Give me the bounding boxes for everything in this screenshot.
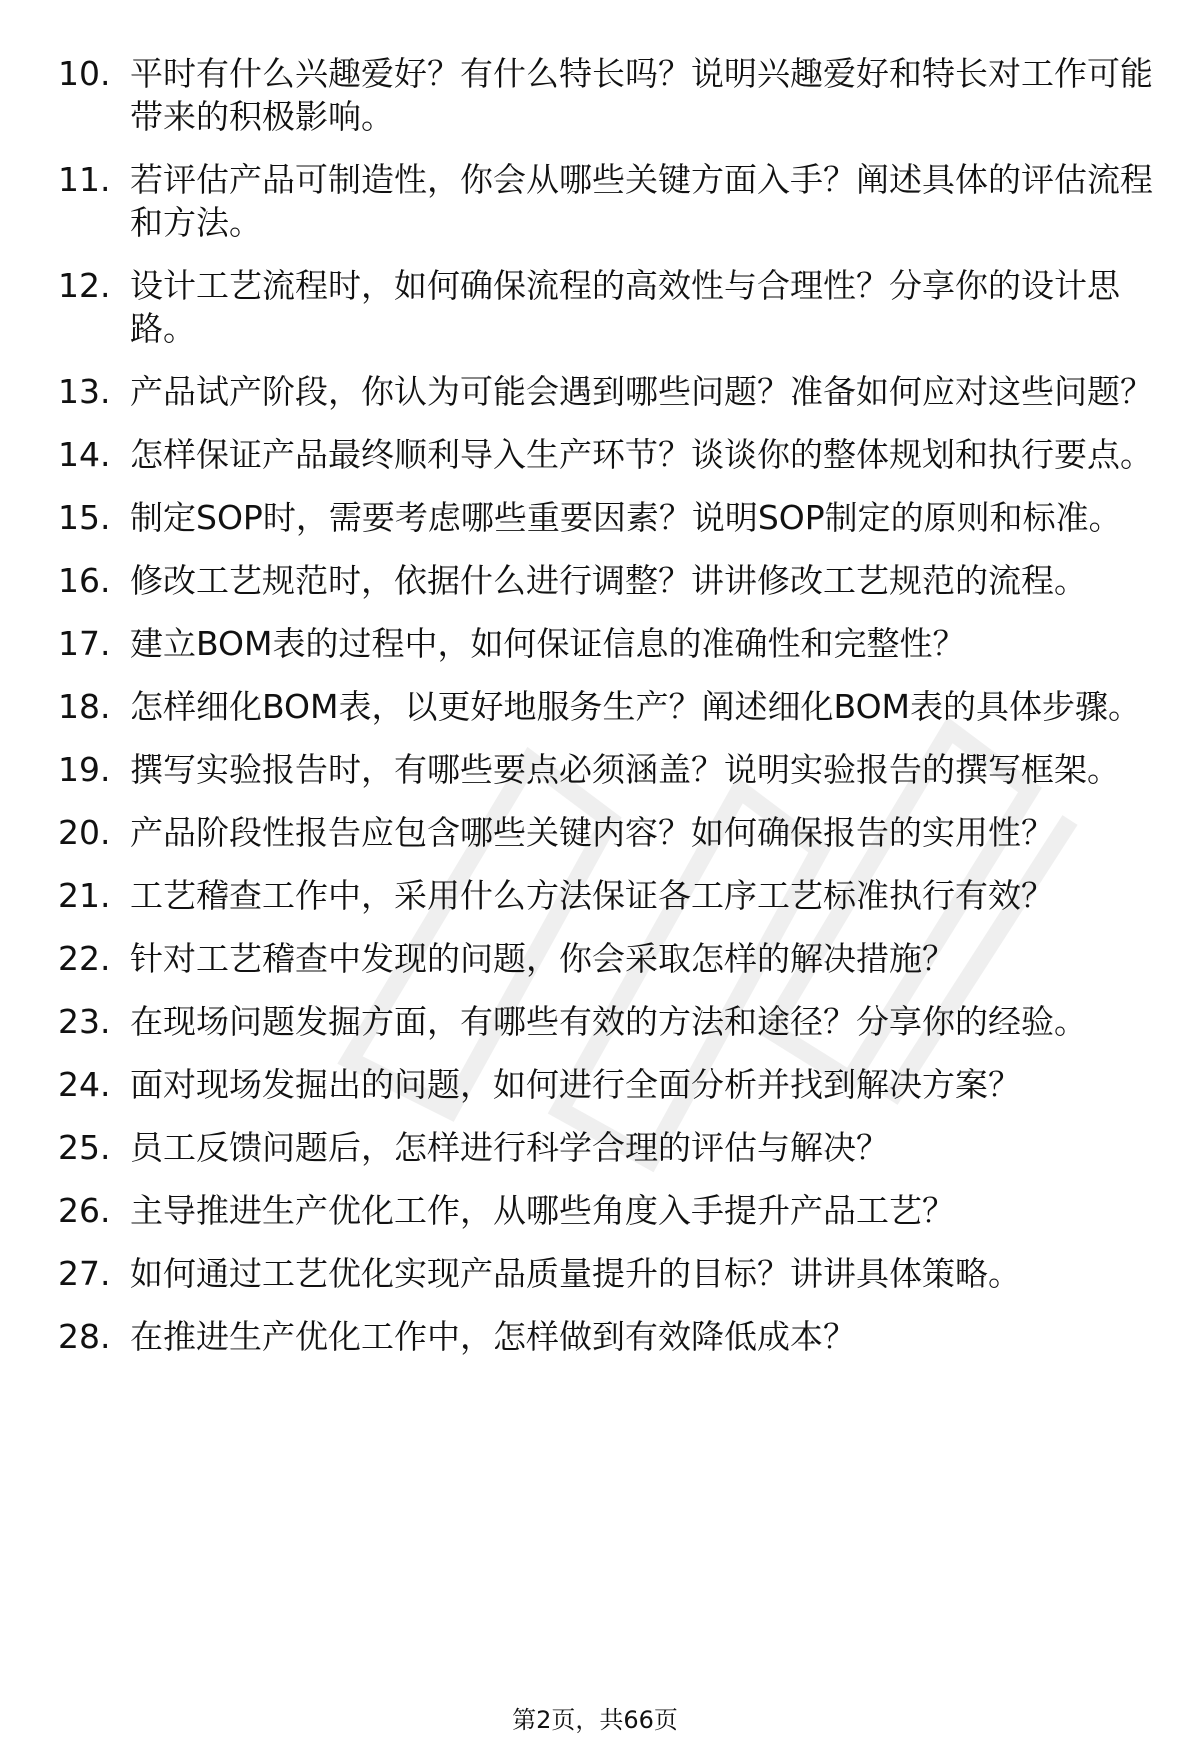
question-item [58,874,1168,917]
question-item [58,370,1168,413]
question-item [58,811,1168,854]
question-number: 17. [58,624,111,663]
page-footer [0,1705,1190,1735]
question-number: 25. [58,1128,111,1167]
question-text: 怎样细化BOM表，以更好地服务生产？阐述细化BOM表的具体步骤。 [130,687,1142,726]
question-number: 13. [58,372,111,411]
question-item [58,1000,1168,1043]
question-number: 18. [58,687,111,726]
question-list [58,52,1168,1378]
question-number: 21. [58,876,111,915]
question-number: 10. [58,54,111,93]
question-item [58,1252,1168,1295]
question-number: 19. [58,750,111,789]
question-text: 工艺稽查工作中，采用什么方法保证各工序工艺标准执行有效？ [130,876,1054,915]
question-text: 面对现场发掘出的问题，如何进行全面分析并找到解决方案？ [130,1065,1021,1104]
question-item [58,559,1168,602]
question-text: 如何通过工艺优化实现产品质量提升的目标？讲讲具体策略。 [130,1254,1021,1293]
question-text: 平时有什么兴趣爱好？有什么特长吗？说明兴趣爱好和特长对工作可能带来的积极影响。 [130,54,1153,136]
page-number-label: 第2页，共66页 [512,1706,678,1734]
question-number: 27. [58,1254,111,1293]
question-item [58,1063,1168,1106]
question-text: 若评估产品可制造性，你会从哪些关键方面入手？阐述具体的评估流程和方法。 [130,160,1153,242]
question-number: 16. [58,561,111,600]
question-text: 建立BOM表的过程中，如何保证信息的准确性和完整性？ [130,624,966,663]
question-text: 在现场问题发掘方面，有哪些有效的方法和途径？分享你的经验。 [130,1002,1087,1041]
question-number: 28. [58,1317,111,1356]
question-item [58,52,1168,138]
question-text: 主导推进生产优化工作，从哪些角度入手提升产品工艺？ [130,1191,955,1230]
question-number: 24. [58,1065,111,1104]
question-number: 23. [58,1002,111,1041]
question-item [58,1315,1168,1358]
question-text: 撰写实验报告时，有哪些要点必须涵盖？说明实验报告的撰写框架。 [130,750,1120,789]
question-item [58,685,1168,728]
question-text: 设计工艺流程时，如何确保流程的高效性与合理性？分享你的设计思路。 [130,266,1120,348]
question-item [58,264,1168,350]
question-text: 员工反馈问题后，怎样进行科学合理的评估与解决？ [130,1128,889,1167]
question-text: 产品试产阶段，你认为可能会遇到哪些问题？准备如何应对这些问题？ [130,372,1153,411]
question-item [58,1189,1168,1232]
question-number: 20. [58,813,111,852]
question-text: 在推进生产优化工作中，怎样做到有效降低成本？ [130,1317,856,1356]
question-item [58,937,1168,980]
question-number: 12. [58,266,111,305]
question-item [58,496,1168,539]
question-item [58,748,1168,791]
question-number: 11. [58,160,111,199]
question-item [58,622,1168,665]
question-number: 26. [58,1191,111,1230]
question-text: 怎样保证产品最终顺利导入生产环节？谈谈你的整体规划和执行要点。 [130,435,1153,474]
question-number: 22. [58,939,111,978]
question-text: 修改工艺规范时，依据什么进行调整？讲讲修改工艺规范的流程。 [130,561,1087,600]
question-number: 14. [58,435,111,474]
question-text: 制定SOP时，需要考虑哪些重要因素？说明SOP制定的原则和标准。 [130,498,1122,537]
question-item [58,433,1168,476]
question-item [58,158,1168,244]
question-text: 产品阶段性报告应包含哪些关键内容？如何确保报告的实用性？ [130,813,1054,852]
question-number: 15. [58,498,111,537]
question-item [58,1126,1168,1169]
question-text: 针对工艺稽查中发现的问题，你会采取怎样的解决措施？ [130,939,955,978]
